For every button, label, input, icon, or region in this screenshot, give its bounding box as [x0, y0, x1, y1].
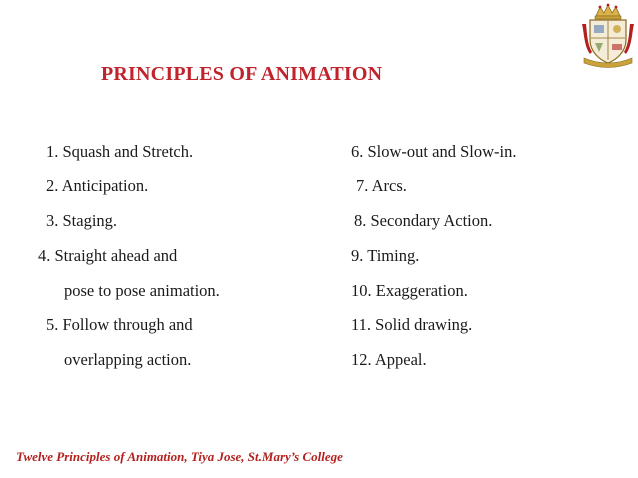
principle-item: 8. Secondary Action. — [354, 211, 493, 230]
slide-footer: Twelve Principles of Animation, Tiya Jose, St.Mary’s College — [16, 449, 343, 464]
principle-item: 5. Follow through and — [46, 315, 193, 334]
principle-item: 7. Arcs. — [356, 176, 407, 195]
principle-item: 2. Anticipation. — [46, 176, 149, 195]
principle-item: 1. Squash and Stretch. — [46, 142, 194, 161]
principle-item-continued: overlapping action. — [64, 350, 192, 369]
principle-item: 3. Staging. — [46, 211, 118, 230]
college-crest-icon — [578, 2, 638, 70]
principle-item: 11. Solid drawing. — [351, 315, 473, 334]
principle-item: 9. Timing. — [351, 246, 420, 265]
principle-item: 6. Slow-out and Slow-in. — [351, 142, 517, 161]
principle-item-continued: pose to pose animation. — [64, 281, 220, 300]
slide-title: PRINCIPLES OF ANIMATION — [101, 63, 383, 85]
principle-item: 10. Exaggeration. — [351, 281, 468, 300]
principle-item: 4. Straight ahead and — [38, 246, 178, 265]
principle-item: 12. Appeal. — [351, 350, 427, 369]
